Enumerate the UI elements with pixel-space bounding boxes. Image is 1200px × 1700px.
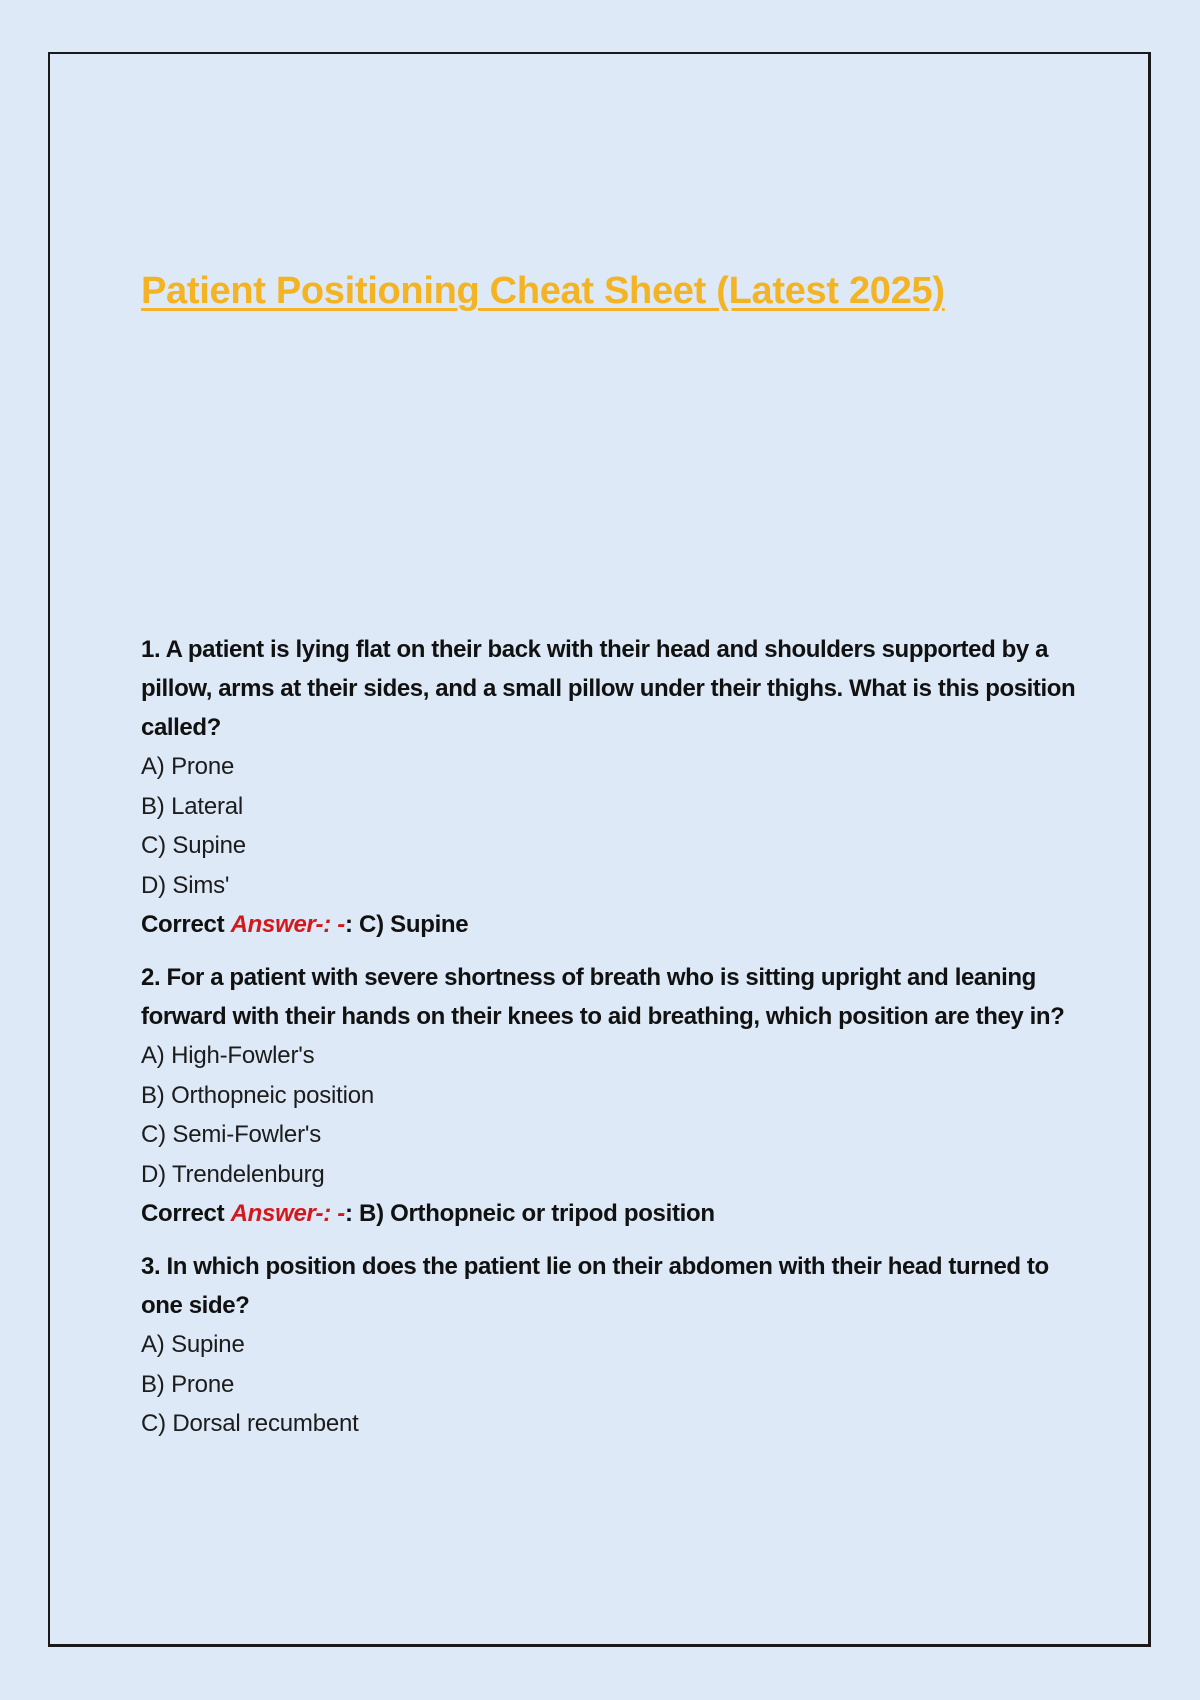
- option-a: A) Prone: [141, 753, 235, 780]
- question-list: [141, 630, 1081, 1458]
- option-c: C) Supine: [141, 832, 246, 859]
- answer-value: C) Supine: [359, 911, 469, 938]
- answer-prefix: Correct: [141, 1200, 231, 1227]
- answer-keyword: Answer-: -: [230, 1200, 345, 1227]
- option-a: A) Supine: [141, 1331, 245, 1358]
- question-1: [141, 630, 1081, 944]
- question-3: [141, 1247, 1081, 1444]
- option-d: D) Trendelenburg: [141, 1160, 325, 1188]
- option-b: B) Lateral: [141, 792, 244, 820]
- answer-separator: :: [344, 911, 360, 938]
- correct-answer: [141, 905, 1081, 944]
- question-text: 3. In which position does the patient lie on their abdomen with their head turned to one side?: [141, 1253, 1049, 1319]
- option-c: C) Dorsal recumbent: [141, 1410, 359, 1437]
- answer-separator: :: [344, 1200, 360, 1227]
- option-d: D) Sims': [141, 871, 230, 899]
- option-a: A) High-Fowler's: [141, 1042, 315, 1069]
- option-c: C) Semi-Fowler's: [141, 1121, 322, 1148]
- answer-prefix: Correct: [141, 911, 231, 938]
- answer-keyword: Answer-: -: [230, 911, 345, 938]
- document-title: Patient Positioning Cheat Sheet (Latest 2025): [141, 270, 945, 312]
- question-text: 1. A patient is lying flat on their back with their head and shoulders supported by a pillow, arms at their sides, and a small pillow under their thighs. What is this position called?: [141, 636, 1076, 741]
- option-b: B) Prone: [141, 1370, 235, 1398]
- answer-value: B) Orthopneic or tripod position: [359, 1200, 715, 1227]
- question-text: 2. For a patient with severe shortness of breath who is sitting upright and leaning forward with their hands on their knees to aid breathing, which position are they in?: [141, 964, 1065, 1030]
- question-2: [141, 958, 1081, 1233]
- option-b: B) Orthopneic position: [141, 1081, 375, 1109]
- correct-answer: [141, 1194, 1081, 1233]
